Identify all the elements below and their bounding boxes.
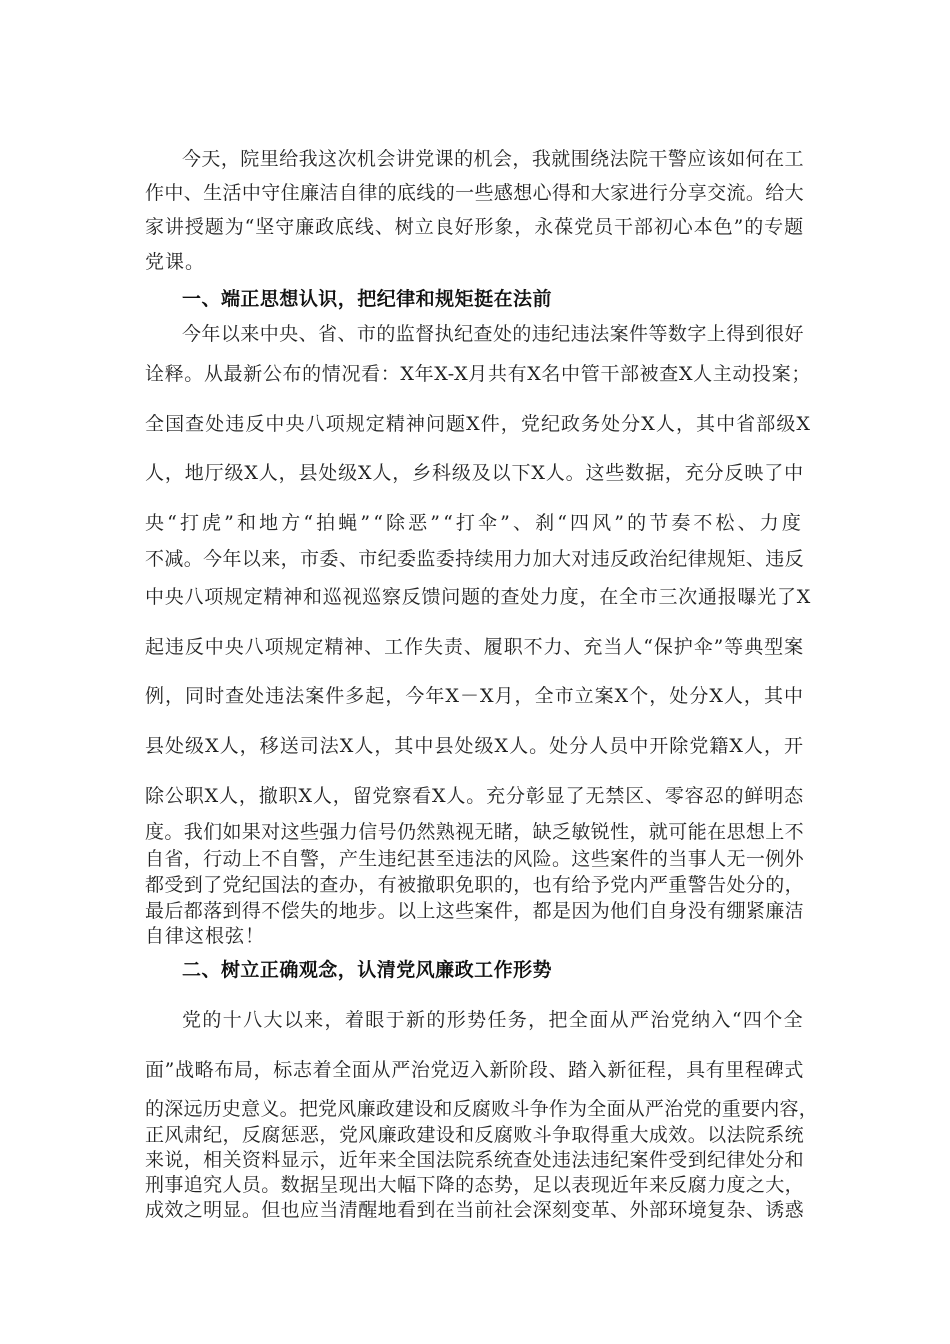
section-heading-2: 二、树立正确观念，认清党风廉政工作形势 — [182, 959, 552, 981]
paragraph-line: 都受到了党纪国法的查办，有被撤职免职的，也有给予党内严重警告处分的， — [145, 874, 804, 896]
paragraph-line: 最后都落到得不偿失的地步。以上这些案件，都是因为他们自身没有绷紧廉洁 — [145, 900, 804, 922]
paragraph-line: 自律这根弦！ — [145, 925, 265, 947]
section-heading-1: 一、端正思想认识，把纪律和规矩挺在法前 — [182, 288, 552, 310]
paragraph-line: 中央八项规定精神和巡视巡察反馈问题的查处力度，在全市三次通报曝光了X — [145, 586, 811, 608]
paragraph-line: 度。我们如果对这些强力信号仍然熟视无睹，缺乏敏锐性，就可能在思想上不 — [145, 821, 804, 843]
paragraph-line: 例，同时查处违法案件多起，今年X－X月，全市立案X个，处分X人，其中 — [145, 685, 804, 707]
paragraph-line: 正风肃纪，反腐惩恶，党风廉政建设和反腐败斗争取得重大成效。以法院系统 — [145, 1124, 804, 1146]
paragraph-line: 成效之明显。但也应当清醒地看到在当前社会深刻变革、外部环境复杂、诱惑 — [145, 1199, 804, 1221]
paragraph-line: 央“打虎”和地方“拍蝇”“除恶”“打伞”、刹“四风”的节奏不松、力度 — [145, 512, 804, 534]
paragraph-line: 今天，院里给我这次机会讲党课的机会，我就围绕法院干警应该如何在工 — [182, 148, 804, 170]
paragraph-line: 的深远历史意义。把党风廉政建设和反腐败斗争作为全面从严治党的重要内容， — [145, 1098, 818, 1120]
paragraph-line: 党课。 — [145, 251, 205, 273]
paragraph-line: 县处级X人，移送司法X人，其中县处级X人。处分人员中开除党籍X人，开 — [145, 735, 804, 757]
paragraph-line: 全国查处违反中央八项规定精神问题X件，党纪政务处分X人，其中省部级X — [145, 413, 811, 435]
paragraph-line: 今年以来中央、省、市的监督执纪查处的违纪违法案件等数字上得到很好 — [182, 323, 804, 345]
paragraph-line: 面”战略布局，标志着全面从严治党迈入新阶段、踏入新征程，具有里程碑式 — [145, 1059, 804, 1081]
paragraph-line: 刑事追究人员。数据呈现出大幅下降的态势，足以表现近年来反腐力度之大， — [145, 1174, 804, 1196]
paragraph-line: 起违反中央八项规定精神、工作失责、履职不力、充当人“保护伞”等典型案 — [145, 636, 804, 658]
paragraph-line: 党的十八大以来，着眼于新的形势任务，把全面从严治党纳入“四个全 — [182, 1009, 804, 1031]
paragraph-line: 来说，相关资料显示，近年来全国法院系统查处违法违纪案件受到纪律处分和 — [145, 1149, 804, 1171]
paragraph-line: 人，地厅级X人，县处级X人，乡科级及以下X人。这些数据，充分反映了中 — [145, 462, 804, 484]
paragraph-line: 作中、生活中守住廉洁自律的底线的一些感想心得和大家进行分享交流。给大 — [145, 182, 804, 204]
paragraph-line: 自省，行动上不自警，产生违纪甚至违法的风险。这些案件的当事人无一例外 — [145, 848, 804, 870]
paragraph-line: 不减。今年以来，市委、市纪委监委持续用力加大对违反政治纪律规矩、违反 — [145, 548, 804, 570]
paragraph-line: 除公职X人，撤职X人，留党察看X人。充分彰显了无禁区、零容忍的鲜明态 — [145, 785, 804, 807]
paragraph-line: 家讲授题为“坚守廉政底线、树立良好形象，永葆党员干部初心本色”的专题 — [145, 216, 804, 238]
paragraph-line: 诠释。从最新公布的情况看：X年X-X月共有X名中管干部被查X人主动投案； — [145, 363, 811, 385]
